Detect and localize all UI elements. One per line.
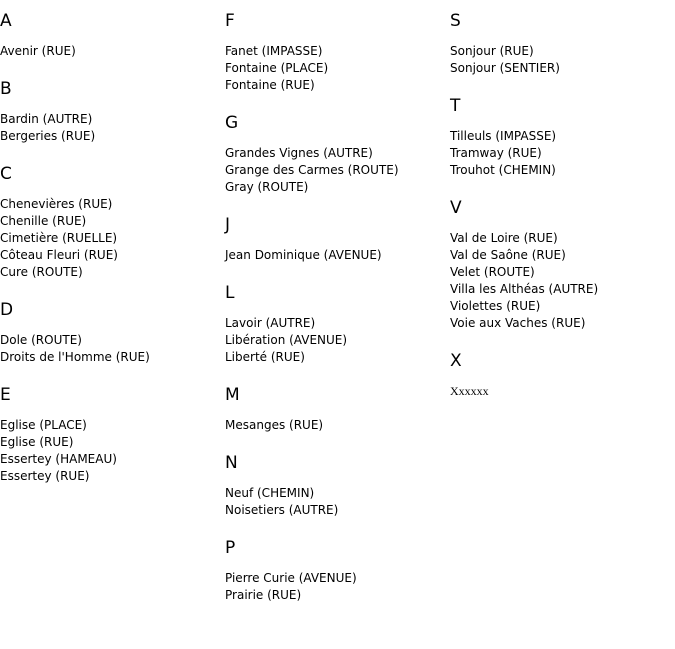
street-item <box>225 247 445 264</box>
street-link[interactable]: Lavoir (AUTRE) <box>225 316 316 330</box>
letter-heading: C <box>0 164 12 184</box>
street-item <box>0 196 220 213</box>
street-link[interactable]: Gray (ROUTE) <box>225 180 309 194</box>
street-link[interactable]: Val de Loire (RUE) <box>450 231 558 245</box>
street-list <box>225 145 445 196</box>
letter-group-a <box>0 11 220 60</box>
street-item <box>450 247 670 264</box>
letter-group-b <box>0 79 220 145</box>
street-item <box>0 230 220 247</box>
letter-heading: S <box>450 11 461 31</box>
street-link[interactable]: Cimetière (RUELLE) <box>0 231 118 245</box>
street-item <box>225 43 445 60</box>
letter-group-g <box>225 113 445 196</box>
street-link[interactable]: Tramway (RUE) <box>450 146 542 160</box>
street-link[interactable]: Fontaine (PLACE) <box>225 61 329 75</box>
street-link[interactable]: Pierre Curie (AVENUE) <box>225 571 357 585</box>
street-link[interactable]: Essertey (HAMEAU) <box>0 452 117 466</box>
street-link[interactable]: Villa les Althéas (AUTRE) <box>450 282 599 296</box>
street-link[interactable]: Chenevières (RUE) <box>0 197 113 211</box>
street-list <box>225 417 445 434</box>
letter-group-d <box>0 300 220 366</box>
letter-heading: F <box>225 11 235 31</box>
street-item <box>225 60 445 77</box>
street-link[interactable]: Dole (ROUTE) <box>0 333 82 347</box>
street-item <box>225 587 445 604</box>
street-list <box>450 383 670 400</box>
street-item <box>225 485 445 502</box>
street-link[interactable]: Libération (AVENUE) <box>225 333 348 347</box>
street-item <box>0 417 220 434</box>
letter-group-e <box>0 385 220 485</box>
street-item <box>0 451 220 468</box>
letter-heading: N <box>225 453 238 473</box>
street-list <box>225 570 445 604</box>
street-item <box>0 332 220 349</box>
letter-heading: T <box>450 96 461 116</box>
street-link[interactable]: Eglise (RUE) <box>0 435 74 449</box>
street-list <box>225 247 445 264</box>
street-list <box>0 196 220 281</box>
street-item <box>450 60 670 77</box>
letter-group-x <box>450 351 670 400</box>
street-list <box>0 332 220 366</box>
street-list <box>0 111 220 145</box>
street-link[interactable]: Prairie (RUE) <box>225 588 302 602</box>
street-item <box>225 315 445 332</box>
street-list <box>0 43 220 60</box>
street-item <box>450 145 670 162</box>
street-item <box>450 162 670 179</box>
street-item <box>450 43 670 60</box>
letter-group-t <box>450 96 670 179</box>
street-link[interactable]: Velet (ROUTE) <box>450 265 535 279</box>
index-column-2 <box>225 11 445 623</box>
street-item <box>0 468 220 485</box>
street-list <box>225 485 445 519</box>
street-item <box>225 502 445 519</box>
street-link[interactable]: Trouhot (CHEMIN) <box>450 163 556 177</box>
street-item <box>450 315 670 332</box>
street-item <box>0 111 220 128</box>
street-link[interactable]: Mesanges (RUE) <box>225 418 324 432</box>
street-link[interactable]: Sonjour (SENTIER) <box>450 61 560 75</box>
letter-group-c <box>0 164 220 281</box>
street-link[interactable]: Cure (ROUTE) <box>0 265 83 279</box>
street-link[interactable]: Eglise (PLACE) <box>0 418 87 432</box>
street-link[interactable]: Liberté (RUE) <box>225 350 305 364</box>
letter-heading: D <box>0 300 14 320</box>
street-item <box>450 383 670 400</box>
street-link[interactable]: Essertey (RUE) <box>0 469 90 483</box>
street-item <box>225 179 445 196</box>
street-item <box>450 230 670 247</box>
street-link[interactable]: Neuf (CHEMIN) <box>225 486 315 500</box>
letter-heading: B <box>0 79 12 99</box>
street-link[interactable]: Fontaine (RUE) <box>225 78 315 92</box>
letter-heading: M <box>225 385 240 405</box>
street-item <box>225 570 445 587</box>
letter-group-s <box>450 11 670 77</box>
index-column-3 <box>450 11 670 419</box>
letter-heading: L <box>225 283 235 303</box>
street-list <box>450 43 670 77</box>
street-link[interactable]: Avenir (RUE) <box>0 44 76 58</box>
letter-group-v <box>450 198 670 332</box>
letter-group-j <box>225 215 445 264</box>
street-link[interactable]: Voie aux Vaches (RUE) <box>450 316 586 330</box>
letter-heading: G <box>225 113 239 133</box>
street-link[interactable]: Droits de l'Homme (RUE) <box>0 350 150 364</box>
street-item <box>0 213 220 230</box>
street-link[interactable]: Tilleuls (IMPASSE) <box>450 129 557 143</box>
street-item <box>225 77 445 94</box>
street-link[interactable]: Grange des Carmes (ROUTE) <box>225 163 399 177</box>
street-link[interactable]: Bardin (AUTRE) <box>0 112 93 126</box>
street-item <box>0 43 220 60</box>
street-link[interactable]: Jean Dominique (AVENUE) <box>225 248 382 262</box>
street-link[interactable]: Bergeries (RUE) <box>0 129 96 143</box>
street-item <box>0 264 220 281</box>
street-item <box>225 332 445 349</box>
letter-heading: A <box>0 11 12 31</box>
street-link[interactable]: Côteau Fleuri (RUE) <box>0 248 118 262</box>
street-list <box>0 417 220 485</box>
street-link[interactable]: Chenille (RUE) <box>0 214 87 228</box>
letter-heading: J <box>225 215 231 235</box>
street-item <box>450 298 670 315</box>
street-item <box>0 128 220 145</box>
street-item <box>225 145 445 162</box>
index-column-1 <box>0 11 220 504</box>
letter-heading: P <box>225 538 236 558</box>
letter-heading: X <box>450 351 462 371</box>
street-list <box>450 128 670 179</box>
street-item <box>450 264 670 281</box>
street-item <box>0 247 220 264</box>
street-link[interactable]: Sonjour (RUE) <box>450 44 534 58</box>
street-item <box>225 162 445 179</box>
street-item <box>0 349 220 366</box>
street-item <box>450 281 670 298</box>
letter-group-l <box>225 283 445 366</box>
street-item <box>225 417 445 434</box>
street-item <box>450 128 670 145</box>
street-list <box>450 230 670 332</box>
street-link[interactable]: Noisetiers (AUTRE) <box>225 503 339 517</box>
street-item <box>0 434 220 451</box>
street-link[interactable]: Fanet (IMPASSE) <box>225 44 323 58</box>
letter-group-p <box>225 538 445 604</box>
street-list <box>225 43 445 94</box>
street-link[interactable]: Grandes Vignes (AUTRE) <box>225 146 373 160</box>
letter-heading: E <box>0 385 11 405</box>
letter-heading: V <box>450 198 462 218</box>
street-link[interactable]: Xxxxxx <box>450 384 489 398</box>
letter-group-f <box>225 11 445 94</box>
street-list <box>225 315 445 366</box>
letter-group-m <box>225 385 445 434</box>
letter-group-n <box>225 453 445 519</box>
street-link[interactable]: Violettes (RUE) <box>450 299 541 313</box>
street-item <box>225 349 445 366</box>
street-link[interactable]: Val de Saône (RUE) <box>450 248 566 262</box>
